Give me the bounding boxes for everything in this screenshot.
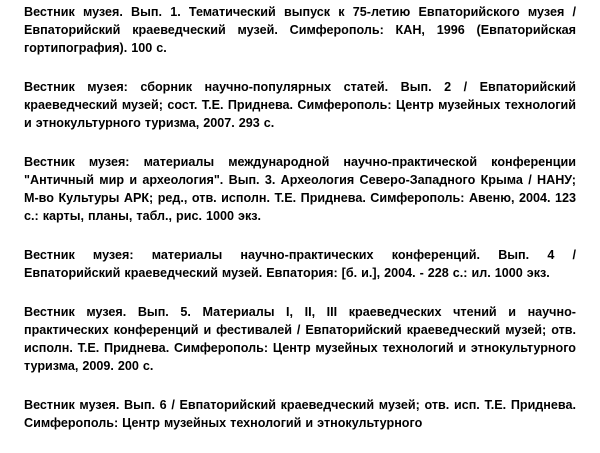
bibliography-entry: Вестник музея. Вып. 5. Материалы I, II, III краеведческих чтений и научно-практических конференций и фестивалей / Евпаторийский краеведческий музей; отв. исполн. Т.Е. Приднева. Симферополь: Центр музейных технологий и этнокультурного туризма, 2009. 200 с. [24, 305, 576, 373]
bibliography-list [24, 3, 576, 453]
bibliography-entry: Вестник музея: материалы международной научно-практической конференции "Античный мир и археология". Вып. 3. Археология Северо-Западного Крыма / НАНУ; М-во Культуры АРК; ред., отв. исполн. Т.Е. Приднева. Симферополь: Авеню, 2004. 123 с.: карты, планы, табл., рис. 1000 экз. [24, 155, 576, 223]
bibliography-entry: Вестник музея. Вып. 1. Тематический выпуск к 75-летию Евпаторийского музея / Евпаторийский краеведческий музей. Симферополь: КАН, 1996 (Евпаторийская гортипография). 100 с. [24, 5, 576, 55]
bibliography-entry: Вестник музея: сборник научно-популярных статей. Вып. 2 / Евпаторийский краеведческий музей; сост. Т.Е. Приднева. Симферополь: Центр музейных технологий и этнокультурного туризма, 2007. 293 с. [24, 80, 576, 130]
bibliography-entry: Вестник музея. Вып. 6 / Евпаторийский краеведческий музей; отв. исп. Т.Е. Приднева. Симферополь: Центр музейных технологий и этнокультурного [24, 398, 576, 430]
bibliography-entry: Вестник музея: материалы научно-практических конференций. Вып. 4 / Евпаторийский краеведческий музей. Евпатория: [б. и.], 2004. - 228 с.: ил. 1000 экз. [24, 248, 576, 280]
